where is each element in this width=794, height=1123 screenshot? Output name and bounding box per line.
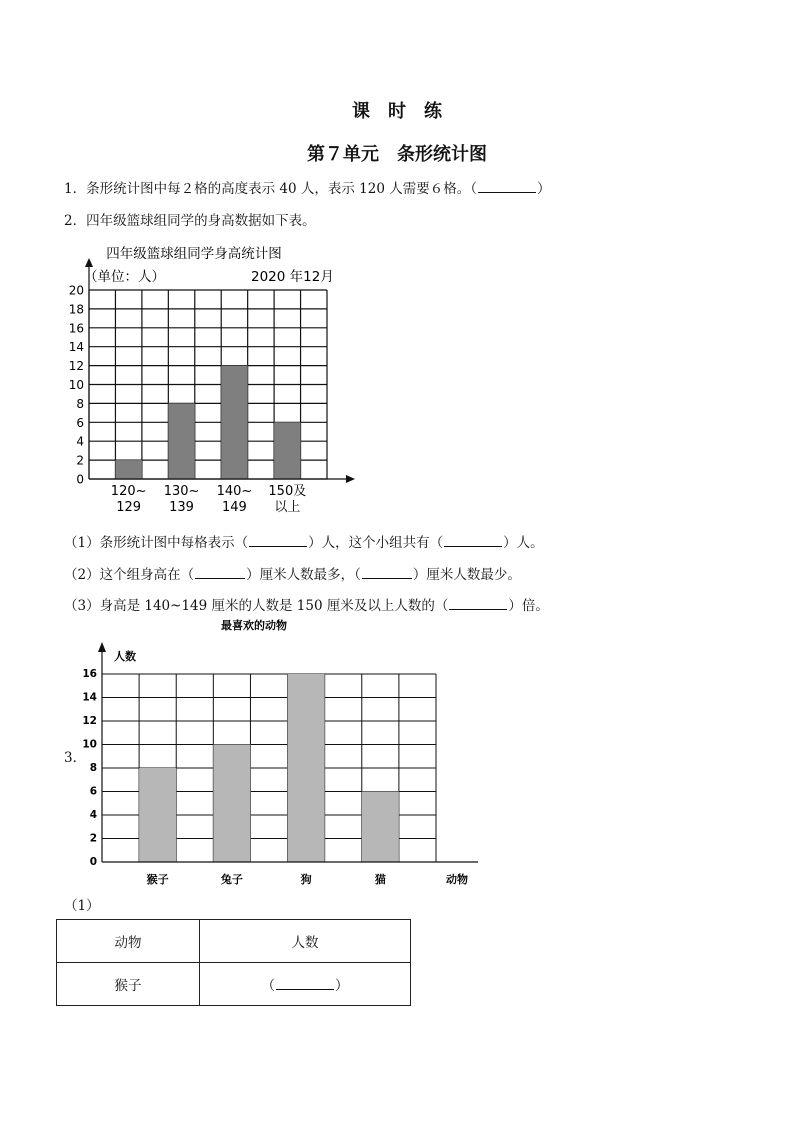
chart2-x-axis-label: 动物: [446, 873, 468, 886]
chart1-y-tick-label: 18: [68, 302, 84, 317]
answer-blank[interactable]: [276, 977, 334, 990]
chart2-y-tick-label: 4: [89, 809, 97, 821]
chart1-date-label: 2020 年12月: [251, 269, 334, 285]
chart2-y-axis-label: 人数: [114, 650, 136, 663]
table-row: [57, 963, 411, 1006]
chart1-y-tick-label: 16: [68, 321, 84, 336]
chart1-x-labels: [111, 484, 306, 515]
q2-3-text-b: ）倍。: [508, 598, 549, 614]
chart2-y-axis-arrow: [98, 642, 106, 652]
question-2-1: [64, 531, 544, 551]
table-header-count: 人数: [200, 920, 411, 963]
answer-blank[interactable]: [444, 534, 502, 547]
q2-1-text-c: ）人。: [503, 535, 544, 551]
chart2-y-tick-label: 12: [82, 715, 97, 727]
chart1-title: 四年级篮球组同学身高统计图: [106, 246, 282, 262]
question-2-intro: 2．四年级篮球组同学的身高数据如下表。: [64, 213, 316, 229]
table-header-row: [57, 920, 411, 963]
answer-table: [56, 919, 411, 1006]
q2-1-text-a: （1）条形统计图中每格表示（: [64, 535, 249, 551]
chart2-y-tick-label: 14: [82, 691, 97, 704]
page-subtitle: 第７单元 条形统计图: [307, 144, 487, 165]
chart2-bar-3: [362, 792, 399, 863]
chart1-y-tick-label: 20: [68, 283, 84, 298]
chart1-x-tick-label: 130~: [163, 484, 200, 499]
chart2-bar-1: [213, 745, 250, 863]
chart1-bar-0: [115, 460, 141, 479]
table-cell-animal: 猴子: [57, 963, 200, 1006]
chart1-x-tick-label: 150及: [268, 484, 307, 499]
chart2-bar-2: [288, 674, 325, 862]
chart1-bar-1: [168, 403, 194, 479]
answer-blank[interactable]: [195, 566, 245, 579]
chart2-y-tick-label: 10: [82, 738, 97, 751]
chart2-title: 最喜欢的动物: [221, 619, 287, 632]
question-1-close: ）: [536, 181, 551, 197]
chart2-x-labels: [147, 872, 386, 886]
chart1-x-tick-label: 139: [169, 500, 194, 515]
q2-3-text-a: （3）身高是 140~149 厘米的人数是 150 厘米及以上人数的（: [64, 598, 449, 614]
table-cell-count: [200, 963, 411, 1006]
question-1-text: 1．条形统计图中每２格的高度表示 40 人，表示 120 人需要６格。（: [64, 181, 477, 197]
answer-blank[interactable]: [249, 534, 307, 547]
table-header-animal: 动物: [57, 920, 200, 963]
chart1-x-tick-label: 以上: [274, 500, 301, 515]
chart2-x-tick-label: 猴子: [146, 873, 169, 886]
chart1-bar-3: [274, 422, 300, 479]
answer-blank[interactable]: [362, 566, 412, 579]
answer-blank[interactable]: [449, 597, 507, 610]
chart1-y-tick-label: 10: [68, 378, 84, 392]
chart1-y-tick-label: 0: [76, 472, 84, 487]
chart1-y-ticks: [69, 284, 84, 487]
chart1-y-tick-label: 4: [76, 434, 84, 449]
q2-1-text-b: ）人，这个小组共有（: [308, 535, 444, 551]
chart2-y-tick-label: 16: [82, 668, 97, 680]
chart2-y-ticks: [82, 668, 97, 868]
chart2-y-tick-label: 2: [89, 832, 97, 845]
table-paren-right: ）: [335, 978, 349, 994]
answer-blank[interactable]: [478, 180, 536, 193]
question-2-3: [64, 594, 549, 614]
chart1-x-tick-label: 120~: [110, 484, 147, 499]
table-paren-left: （: [261, 978, 275, 994]
chart2-y-tick-label: 8: [89, 762, 97, 774]
question-2-2: [64, 563, 521, 583]
chart1-x-tick-label: 149: [222, 500, 247, 515]
q2-2-text-c: ）厘米人数最少。: [412, 567, 521, 583]
chart2-x-tick-label: 狗: [300, 873, 312, 886]
chart1-y-tick-label: 14: [68, 340, 84, 355]
chart1-x-axis-arrow: [346, 475, 355, 483]
chart1-x-tick-label: 140~: [216, 484, 253, 499]
question-3-number: 3．: [64, 750, 87, 766]
chart1-bar-2: [221, 366, 247, 479]
chart1-x-tick-label: 129: [116, 500, 142, 515]
chart2-y-tick-label: 6: [89, 785, 97, 798]
height-bar-chart: [0, 238, 380, 520]
question-3-1-label: （1）: [64, 898, 100, 914]
chart2-y-tick-label: 0: [89, 856, 97, 868]
question-1: [64, 177, 550, 197]
chart2-bar-0: [139, 768, 176, 862]
chart1-unit-label: （单位：人）: [84, 269, 165, 285]
chart1-y-tick-label: 8: [76, 396, 84, 411]
chart1-y-tick-label: 2: [76, 453, 84, 468]
q2-2-text-a: （2）这个组身高在（: [64, 567, 195, 583]
page-title: 课 时 练: [352, 101, 442, 122]
chart1-y-axis-arrow: [85, 258, 93, 267]
chart1-y-tick-label: 6: [76, 415, 84, 430]
chart1-y-tick-label: 12: [68, 359, 84, 374]
chart1-axes: [85, 258, 355, 483]
q2-2-text-b: ）厘米人数最多，（: [246, 567, 361, 583]
chart2-x-tick-label: 猫: [374, 873, 386, 886]
chart2-x-tick-label: 兔子: [220, 873, 243, 886]
